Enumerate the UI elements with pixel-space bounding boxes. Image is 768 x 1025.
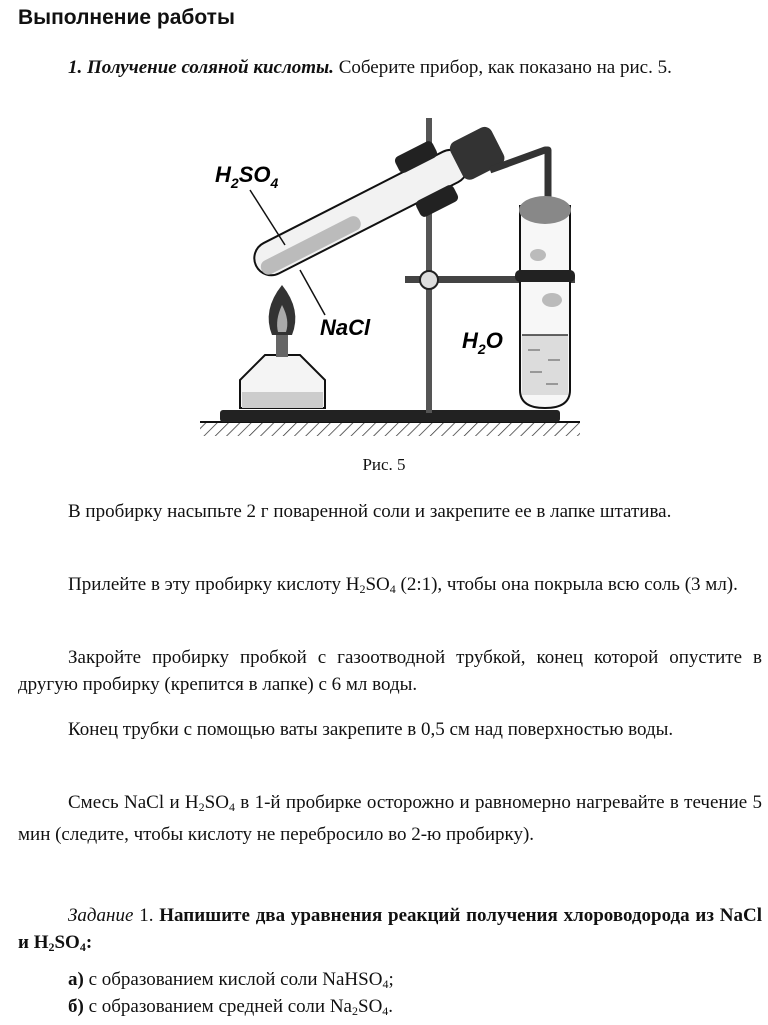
paragraph-2: Прилейте в эту пробирку кислоту $H_2SO_4$ (2:1), чтобы она покрыла всю соль (3 мл). [68, 574, 738, 596]
label-nacl [300, 270, 371, 340]
stand-base [220, 410, 560, 422]
paragraph-3: Закройте пробирку пробкой с газоотводной трубкой, конец которой опустите в другую пробирку (крепится в лапке) с 6 мл воды. [18, 647, 762, 695]
task-item-a: а) с образованием кислой соли NaHSO$_4$; [68, 969, 394, 991]
intro-title: Получение соляной кислоты. [87, 57, 334, 78]
task-statement: Задание 1. Напишите два уравнения реакций получения хлороводорода из NaCl и $H_2SO_4$: [18, 905, 763, 954]
label-h2so4 [215, 162, 285, 245]
receiver-test-tube [519, 196, 571, 408]
intro-text: Соберите прибор, как показано на рис. 5. [338, 57, 672, 78]
task-item-b: б) с образованием средней соли $Na_2SO_4$. [68, 996, 394, 1018]
table-surface [200, 422, 580, 436]
task-label: Задание [68, 905, 134, 926]
intro-number: 1. [68, 57, 83, 78]
label-h2o [462, 328, 503, 357]
svg-text:H2SO4: H2SO4 [215, 162, 279, 191]
task-number: 1. [139, 905, 154, 926]
intro-paragraph [18, 54, 762, 81]
paragraph-1: В пробирку насыпьте 2 г поваренной соли и закрепите ее в лапке штатива. [68, 501, 672, 522]
apparatus-figure [190, 110, 590, 445]
svg-text:H2O: H2O [462, 328, 503, 357]
svg-text:NaCl: NaCl [320, 315, 371, 340]
receiver-clamp-pad [515, 270, 575, 282]
section-heading: Выполнение работы [18, 6, 235, 29]
clamp-joint [420, 271, 438, 289]
paragraph-4: Конец трубки с помощью ваты закрепите в 0,5 см над поверхностью воды. [68, 719, 674, 740]
spirit-lamp [240, 285, 325, 408]
figure-caption: Рис. 5 [362, 455, 406, 474]
paragraph-5: Смесь NaCl и $H_2SO_4$ в 1-й пробирке осторожно и равномерно нагревайте в течение 5 мин (следите, чтобы кислоту не перебросило во 2-ю пробирку). [18, 792, 762, 845]
inclined-test-tube [247, 124, 508, 284]
